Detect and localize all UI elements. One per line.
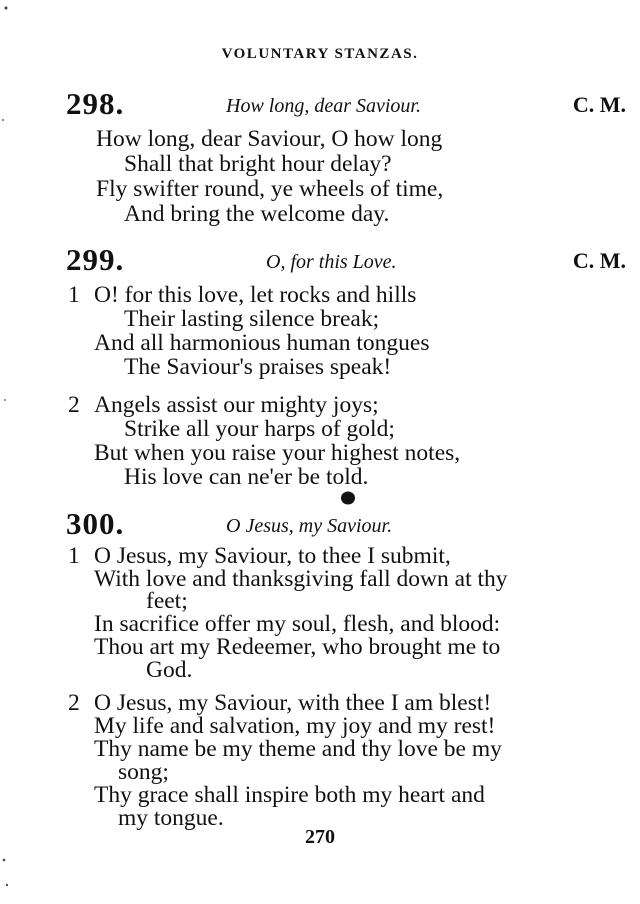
verse-line: His love can ne'er be told. <box>124 464 369 490</box>
verse-line: And bring the welcome day. <box>124 201 390 227</box>
verse-line: song; <box>118 759 169 785</box>
verse-line: God. <box>146 657 193 683</box>
verse-line: How long, dear Saviour, O how long <box>96 126 443 152</box>
verse-line: But when you raise your highest notes, <box>94 440 461 466</box>
hymn-meter: C. M. <box>572 248 626 273</box>
hymn-title: O, for this Love. <box>266 251 397 273</box>
hymn-meter: C. M. <box>572 92 626 117</box>
verse-line: And all harmonious human tongues <box>94 330 430 356</box>
verse-line: feet; <box>146 588 188 614</box>
running-head: VOLUNTARY STANZAS. <box>221 46 419 62</box>
verse-line: O Jesus, my Saviour, with thee I am blest! <box>94 690 492 716</box>
verse-line: With love and thanksgiving fall down at thy <box>94 566 508 592</box>
verse-line: O Jesus, my Saviour, to thee I submit, <box>94 543 451 569</box>
verse-line: Fly swifter round, ye wheels of time, <box>96 176 444 202</box>
hymn-number: 299. <box>66 242 125 277</box>
ink-blot <box>340 490 356 506</box>
verse-line: Thou art my Redeemer, who brought me to <box>94 634 501 660</box>
stanza-number: 2 <box>68 690 80 716</box>
verse-line: Their lasting silence break; <box>124 306 380 332</box>
verse-line: Shall that bright hour delay? <box>124 151 392 177</box>
verse-line: Thy grace shall inspire both my heart and <box>94 782 485 808</box>
hymn-title: How long, dear Saviour. <box>226 95 421 117</box>
verse-line: my tongue. <box>118 805 224 831</box>
verse-line: In sacrifice offer my soul, flesh, and blood: <box>94 611 501 637</box>
hymn-header-298 <box>0 86 640 122</box>
verse-line: The Saviour's praises speak! <box>124 354 392 380</box>
verse-line: Strike all your harps of gold; <box>124 416 395 442</box>
verse-line: Thy name be my theme and thy love be my <box>94 736 502 762</box>
hymn-header-300 <box>0 506 640 542</box>
stanza-number: 2 <box>68 392 80 418</box>
stanza-number: 1 <box>68 543 80 569</box>
stanza-number: 1 <box>68 282 80 308</box>
verse-line: Angels assist our mighty joys; <box>94 392 379 418</box>
verse-line: My life and salvation, my joy and my rest! <box>94 713 496 739</box>
verse-line: O! for this love, let rocks and hills <box>94 282 417 308</box>
scan-edge-mark <box>0 0 12 904</box>
hymn-number: 298. <box>66 86 125 121</box>
page-number: 270 <box>305 826 335 848</box>
hymn-title: O Jesus, my Saviour. <box>226 515 393 537</box>
hymn-number: 300. <box>66 506 125 541</box>
hymn-header-299 <box>0 242 640 278</box>
